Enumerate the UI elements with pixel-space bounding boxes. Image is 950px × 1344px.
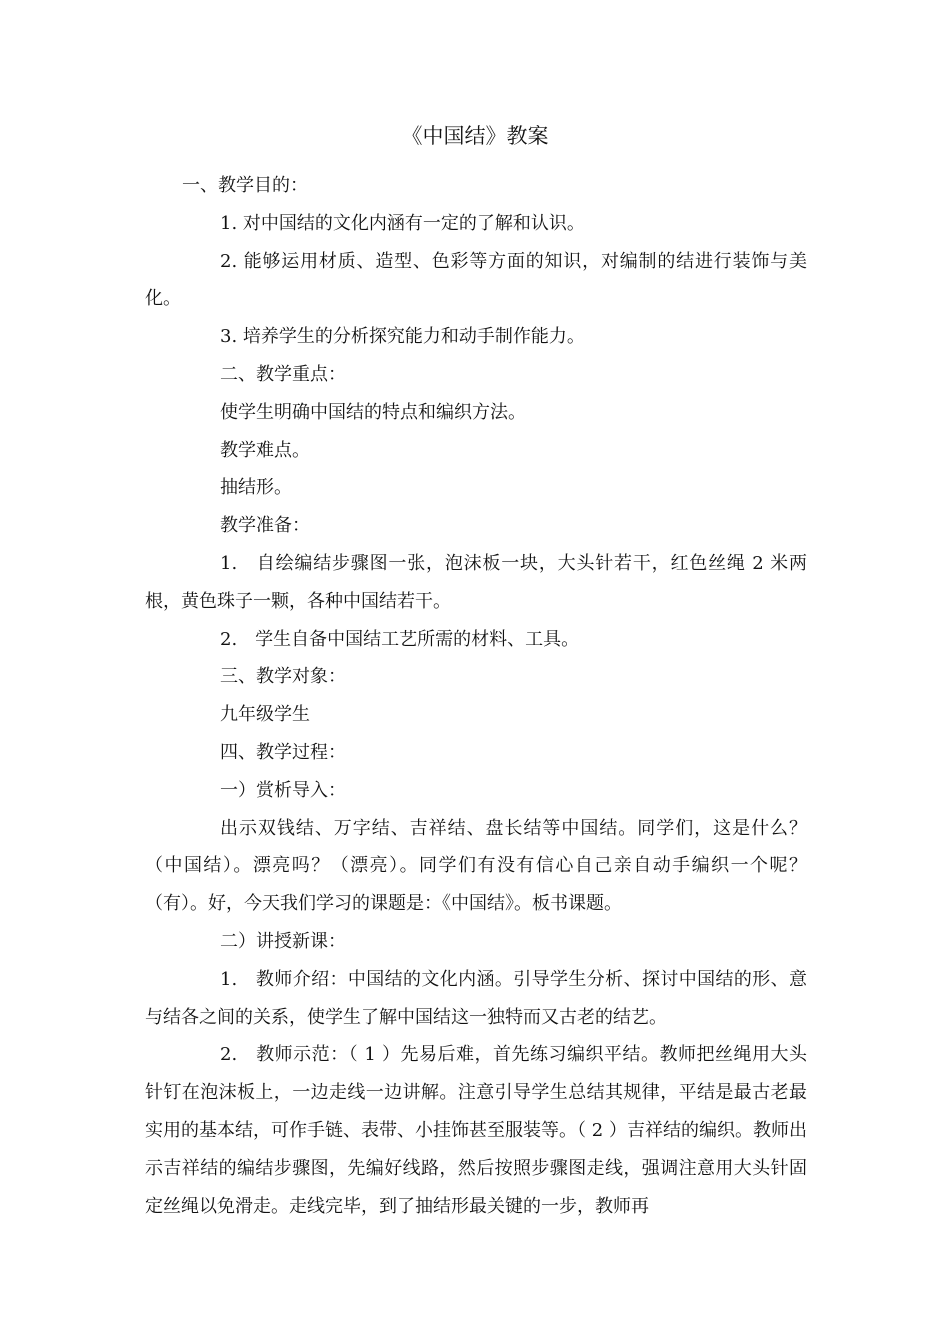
paragraph: 1. 对中国结的文化内涵有一定的了解和认识。 xyxy=(220,212,585,234)
paragraph: 三、教学对象： xyxy=(220,666,346,688)
paragraph: 一）赏析导入： xyxy=(220,779,346,801)
paragraph: 一、教学目的： xyxy=(182,175,308,196)
paragraph: 1. 自绘编结步骤图一张，泡沫板一块，大头针若干，红色丝绳 2 米两根，黄色珠子一颗，各种中国结若干。 xyxy=(145,552,807,612)
paragraph: 二、教学重点： xyxy=(220,363,346,385)
paragraph: 抽结形。 xyxy=(220,477,292,499)
document-title: 《中国结》教案 xyxy=(401,124,549,148)
paragraph: 2. 教师示范：（ 1 ）先易后难，首先练习编织平结。教师把丝绳用大头针钉在泡沫板上，一边走线一边讲解。注意引导学生总结其规律，平结是最古老最实用的基本结，可作手链、表带、小挂饰甚至服装等。（ 2 ）吉祥结的编织。教师出示吉祥结的编结步骤图，先编好线路，然后按照步骤图走线，强调注意用大头针固定丝绳以免滑走。走线完毕，到了抽结形最关键的一步，教师再 xyxy=(145,1044,807,1217)
paragraph: 九年级学生 xyxy=(220,704,310,726)
paragraph: 四、教学过程： xyxy=(220,741,346,763)
paragraph: 使学生明确中国结的特点和编织方法。 xyxy=(220,401,526,423)
paragraph: 3. 培养学生的分析探究能力和动手制作能力。 xyxy=(220,326,585,348)
paragraph: 2. 能够运用材质、造型、色彩等方面的知识，对编制的结进行装饰与美化。 xyxy=(145,250,807,310)
paragraph: 教学难点。 xyxy=(220,439,310,461)
document-body xyxy=(145,167,807,1225)
paragraph: 1. 教师介绍：中国结的文化内涵。引导学生分析、探讨中国结的形、意与结各之间的关系，使学生了解中国结这一独特而又古老的结艺。 xyxy=(145,968,807,1028)
paragraph: 2. 学生自备中国结工艺所需的材料、工具。 xyxy=(220,628,580,650)
paragraph: 教学准备： xyxy=(220,515,310,537)
paragraph: 出示双钱结、万字结、吉祥结、盘长结等中国结。同学们，这是什么？（中国结）。漂亮吗？（漂亮）。同学们有没有信心自己亲自动手编织一个呢？（有）。好，今天我们学习的课题是：《中国结》。板书课题。 xyxy=(145,817,807,915)
paragraph: 二）讲授新课： xyxy=(220,930,346,952)
